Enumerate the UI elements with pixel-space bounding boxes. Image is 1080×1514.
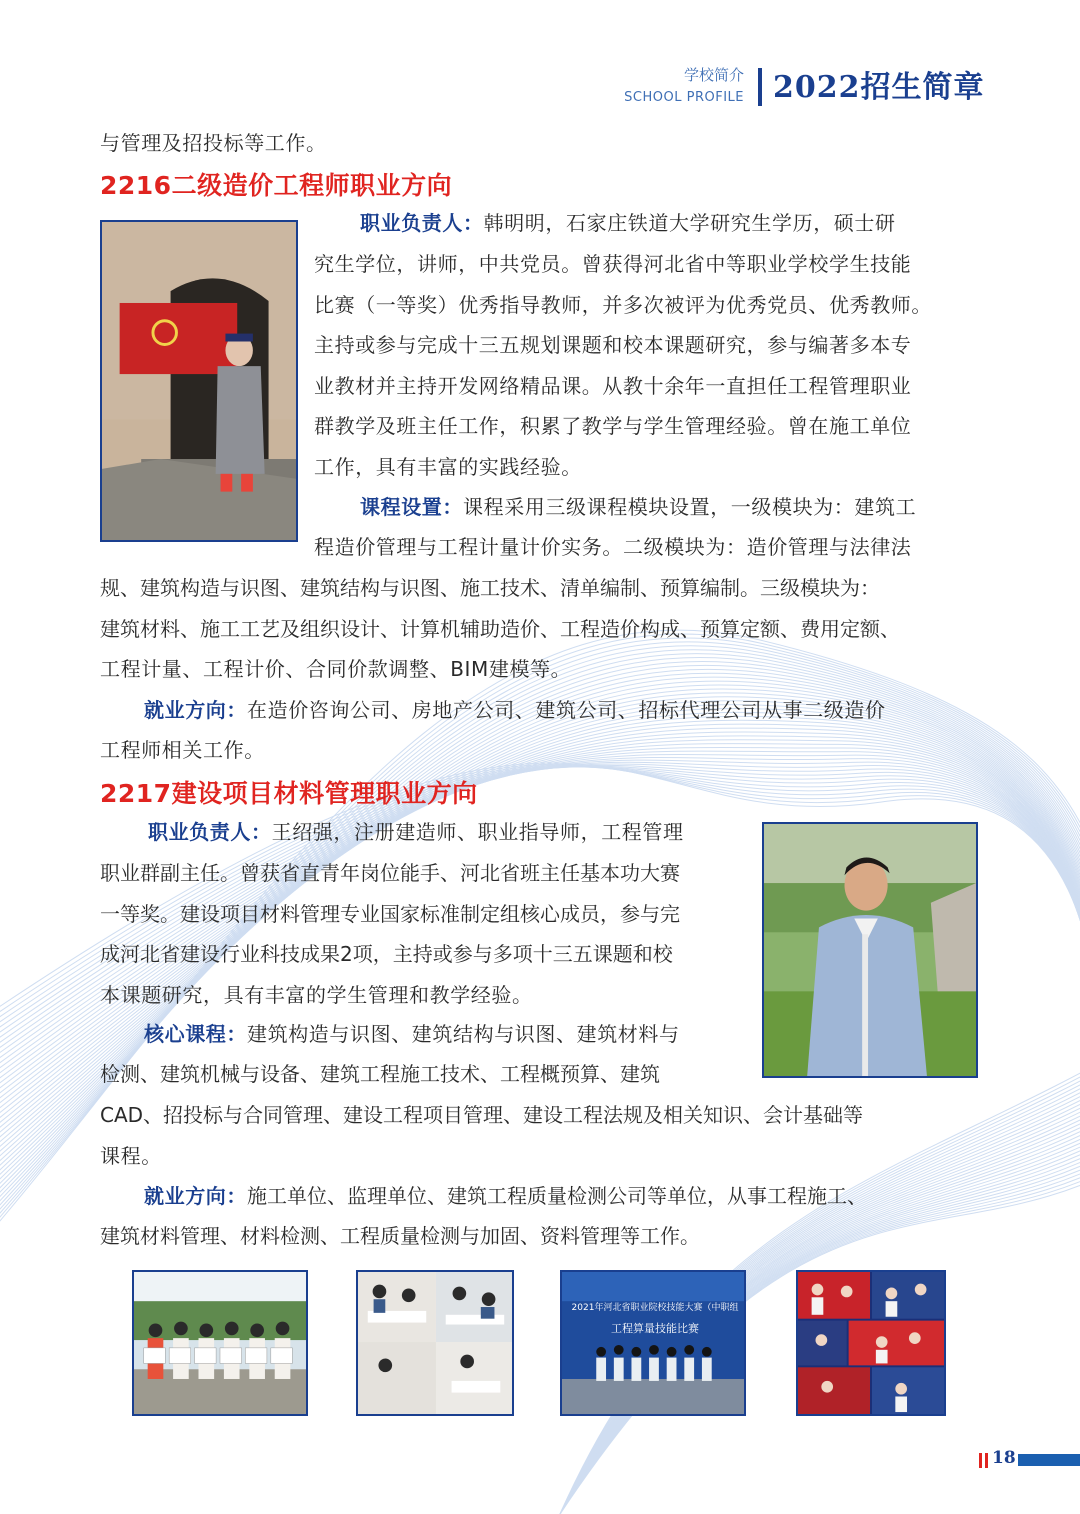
gallery-photo-certificates [132,1270,308,1416]
section2-leader-line: 本课题研究，具有丰富的学生管理和教学经验。 [100,982,533,1007]
gallery-photo-classroom [356,1270,514,1416]
section2-leader-first-line [148,812,758,853]
section1-course-first-line [360,487,980,528]
section2-core-line: CAD、招投标与合同管理、建设工程项目管理、建设工程法规及相关知识、会计基础等 [100,1103,864,1127]
intro-line: 与管理及招投标等工作。 [100,131,327,155]
section2-leader-label: 职业负责人： [148,820,272,844]
section1-course-line: 规、建筑构造与识图、建筑结构与识图、施工技术、清单编制、预算编制。三级模块为： [100,576,880,600]
section1-leader-line1: 韩明明，石家庄铁道大学研究生学历，硕士研 [483,211,896,235]
section2-leader-line1: 王绍强，注册建造师、职业指导师，工程管理 [271,820,684,844]
section1-leader-label: 职业负责人： [360,211,484,235]
header-section-en: SCHOOL PROFILE [624,90,744,105]
section2-job-label: 就业方向： [144,1184,247,1208]
section1-leader-body [314,244,988,487]
section2-job-first-line [144,1176,867,1217]
section2-leader-line: 成河北省建设行业科技成果2项，主持或参与多项十三五课题和校 [100,942,673,966]
section1-leader-line: 主持或参与完成十三五规划课题和校本课题研究，参与编著多本专 [314,333,912,357]
section1-leader-first-line [360,203,980,244]
section1-course-line1: 课程采用三级课程模块设置，一级模块为：建筑工 [463,495,917,519]
section-title-2216: 2216二级造价工程师职业方向 [100,171,453,200]
section2-job-line2: 建筑材料管理、材料检测、工程质量检测与加固、资料管理等工作。 [100,1224,700,1248]
section2-core-first-line [144,1014,754,1055]
gallery-photo3-caption-line2: 工程算量技能比赛 [611,1322,699,1335]
gallery-photo-competition [560,1270,746,1416]
section1-course-label: 课程设置： [360,495,463,519]
section2-core-line1: 建筑构造与识图、建筑结构与识图、建筑材料与 [247,1022,680,1046]
page-number-mark [985,1453,988,1468]
section1-leader-line: 究生学位，讲师，中共党员。曾获得河北省中等职业学校学生技能 [314,252,912,276]
section-title-2217: 2217建设项目材料管理职业方向 [100,779,478,808]
teacher-photo-wang [762,822,978,1078]
section2-leader-body [100,853,755,1015]
section1-leader-line: 工作，具有丰富的实践经验。 [314,454,582,479]
gallery-photo3-caption-line1: 2021年河北省职业院校技能大赛（中职组 [571,1303,739,1313]
section1-job-first-line [144,690,886,731]
header-section-cn: 学校简介 [683,66,744,84]
section2-leader-line: 职业群副主任。曾获省直青年岗位能手、河北省班主任基本功大赛 [100,861,680,885]
section1-leader-line: 业教材并主持开发网络精品课。从教十余年一直担任工程管理职业 [314,373,912,398]
header-divider [758,68,762,106]
page-header [0,0,1080,120]
section1-course-line: 工程计量、工程计价、合同价款调整、BIM建模等。 [100,657,572,681]
section1-course-line: 建筑材料、施工工艺及组织设计、计算机辅助造价、工程造价构成、预算定额、费用定额、 [100,616,900,641]
page-number-mark [979,1453,982,1468]
section2-job-line1: 施工单位、监理单位、建筑工程质量检测公司等单位，从事工程施工、 [247,1184,867,1208]
section1-leader-line: 群教学及班主任工作，积累了教学与学生管理经验。曾在施工单位 [314,414,912,438]
section1-job-line2: 工程师相关工作。 [100,738,265,762]
section2-core-body [100,1095,990,1176]
teacher-photo-han [100,220,298,542]
section2-leader-line: 一等奖。建设项目材料管理专业国家标准制定组核心成员，参与完 [100,901,680,926]
section2-core-line: 课程。 [100,1143,162,1168]
section2-core-line2: 检测、建筑机械与设备、建筑工程施工技术、工程概预算、建筑 [100,1062,660,1086]
section1-job-line1: 在造价咨询公司、房地产公司、建筑公司、招标代理公司从事二级造价 [247,698,886,722]
section1-job-label: 就业方向： [144,698,247,722]
page-number-bar [1018,1454,1080,1466]
section1-leader-line: 比赛（一等奖）优秀指导教师，并多次被评为优秀党员、优秀教师。 [314,292,932,317]
gallery-photo-collage [796,1270,946,1416]
page-number: 18 [992,1448,1016,1468]
header-title: 2022招生简章 [773,70,985,105]
section2-core-label: 核心课程： [144,1022,247,1046]
section1-course-body [100,568,990,690]
section1-course-line2: 程造价管理与工程计量计价实务。二级模块为：造价管理与法律法 [314,535,912,559]
